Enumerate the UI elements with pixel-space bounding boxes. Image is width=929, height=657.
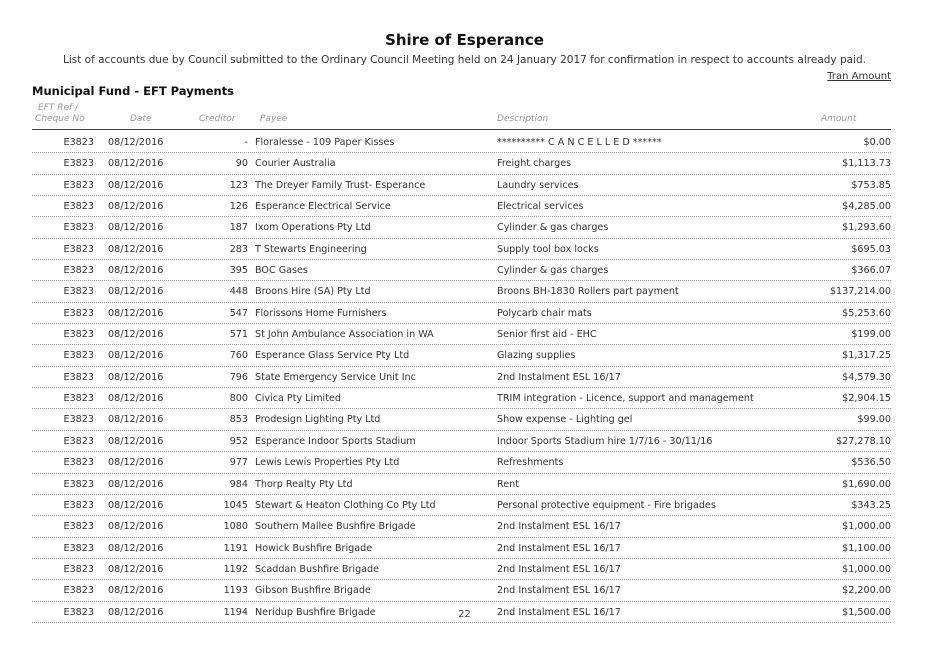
cell-payee: Floralesse - 109 Paper Kisses — [255, 137, 395, 148]
table-row — [32, 495, 891, 516]
cell-payee: Scaddan Bushfire Brigade — [255, 563, 380, 575]
cell-description: Refreshments — [497, 457, 564, 469]
cell-date: 08/12/2016 — [108, 585, 164, 597]
cell-eft-ref: E3823 — [63, 435, 94, 447]
cell-description: Cylinder & gas charges — [497, 222, 609, 234]
cell-date: 08/12/2016 — [108, 563, 164, 575]
cell-payee: Esperance Glass Service Pty Ltd — [255, 350, 410, 362]
table-row — [32, 409, 891, 430]
table-row — [32, 431, 891, 452]
cell-description: Rent — [497, 478, 519, 490]
header-date: Date — [130, 114, 152, 124]
cell-description: Cylinder & gas charges — [497, 265, 609, 277]
cell-eft-ref: E3823 — [63, 414, 94, 426]
cell-payee: T Stewarts Engineering — [255, 243, 367, 255]
cell-description: 2nd Instalment ESL 16/17 — [497, 585, 621, 597]
cell-payee: State Emergency Service Unit Inc — [255, 371, 416, 383]
cell-eft-ref: E3823 — [63, 350, 94, 362]
cell-description: 2nd Instalment ESL 16/17 — [497, 542, 621, 554]
cell-amount: $2,200.00 — [842, 585, 891, 597]
cell-eft-ref: E3823 — [63, 521, 94, 533]
cell-payee: St John Ambulance Association in WA — [255, 329, 434, 341]
cell-creditor: 90 — [235, 158, 248, 170]
cell-date: 08/12/2016 — [108, 179, 164, 191]
cell-description: 2nd Instalment ESL 16/17 — [497, 606, 621, 618]
cell-description: 2nd Instalment ESL 16/17 — [497, 371, 621, 383]
cell-date: 08/12/2016 — [108, 350, 164, 362]
cell-payee: Prodesign Lighting Pty Ltd — [255, 414, 381, 426]
cell-amount: $5,253.60 — [842, 307, 891, 319]
cell-amount: $1,317.25 — [842, 350, 891, 362]
cell-creditor: 952 — [229, 435, 248, 447]
cell-amount: $753.85 — [851, 179, 891, 191]
cell-date: 08/12/2016 — [108, 265, 164, 277]
cell-amount: $1,000.00 — [842, 521, 891, 533]
cell-eft-ref: E3823 — [63, 371, 94, 383]
cell-date: 08/12/2016 — [108, 414, 164, 426]
cell-payee: Ixom Operations Pty Ltd — [255, 222, 371, 234]
cell-creditor: 800 — [229, 393, 248, 405]
cell-creditor: 187 — [229, 222, 248, 234]
cell-payee: Lewis Lewis Properties Pty Ltd — [255, 457, 400, 469]
header-divider — [32, 129, 891, 130]
cell-amount: $1,500.00 — [842, 606, 891, 618]
cell-payee: Esperance Electrical Service — [255, 201, 391, 213]
cell-amount: $1,100.00 — [842, 542, 891, 554]
cell-creditor: 126 — [229, 201, 248, 213]
cell-amount: $1,000.00 — [842, 563, 891, 575]
cell-creditor: 547 — [229, 307, 248, 319]
cell-creditor: 1080 — [223, 521, 248, 533]
cell-description: 2nd Instalment ESL 16/17 — [497, 521, 621, 533]
cell-amount: $99.00 — [857, 414, 891, 426]
cell-creditor: 123 — [229, 179, 248, 191]
cell-amount: $536.50 — [851, 457, 891, 469]
cell-amount: $1,690.00 — [842, 478, 891, 490]
cell-eft-ref: E3823 — [63, 222, 94, 234]
cell-creditor: - — [244, 137, 248, 148]
table-row — [32, 452, 891, 473]
cell-eft-ref: E3823 — [63, 563, 94, 575]
cell-description: Glazing supplies — [497, 350, 576, 362]
cell-eft-ref: E3823 — [63, 478, 94, 490]
cell-amount: $2,904.15 — [842, 393, 891, 405]
cell-creditor: 760 — [229, 350, 248, 362]
header-creditor: Creditor — [199, 114, 236, 124]
cell-payee: Florissons Home Furnishers — [255, 307, 387, 319]
cell-description: Freight charges — [497, 158, 572, 170]
header-amount: Amount — [821, 114, 857, 124]
cell-amount: $343.25 — [851, 499, 891, 511]
cell-date: 08/12/2016 — [108, 521, 164, 533]
cell-eft-ref: E3823 — [63, 179, 94, 191]
cell-eft-ref: E3823 — [63, 265, 94, 277]
table-row — [32, 175, 891, 196]
table-row — [32, 239, 891, 260]
cell-creditor: 984 — [229, 478, 248, 490]
header-payee: Payee — [260, 114, 288, 124]
cell-description: TRIM integration - Licence, support and management — [497, 393, 754, 405]
cell-date: 08/12/2016 — [108, 137, 164, 148]
cell-description: 2nd Instalment ESL 16/17 — [497, 563, 621, 575]
cell-date: 08/12/2016 — [108, 201, 164, 213]
cell-eft-ref: E3823 — [63, 585, 94, 597]
cell-amount: $137,214.00 — [829, 286, 891, 298]
cell-date: 08/12/2016 — [108, 158, 164, 170]
cell-amount: $1,293.60 — [842, 222, 891, 234]
cell-amount: $27,278.10 — [836, 435, 891, 447]
cell-amount: $695.03 — [851, 243, 891, 255]
cell-eft-ref: E3823 — [63, 137, 94, 148]
table-row — [32, 345, 891, 366]
cell-eft-ref: E3823 — [63, 307, 94, 319]
table-row — [32, 538, 891, 559]
cell-creditor: 796 — [229, 371, 248, 383]
cell-payee: Broons Hire (SA) Pty Ltd — [255, 286, 371, 298]
header-description: Description — [497, 114, 549, 124]
table-row — [32, 132, 891, 153]
cell-payee: Courier Australia — [255, 158, 336, 170]
cell-description: Laundry services — [497, 179, 579, 191]
cell-description: Supply tool box locks — [497, 243, 599, 255]
header-ref-line1: EFT Ref / — [38, 103, 79, 113]
cell-eft-ref: E3823 — [63, 243, 94, 255]
page-number: 22 — [458, 609, 471, 620]
cell-eft-ref: E3823 — [63, 499, 94, 511]
cell-eft-ref: E3823 — [63, 457, 94, 469]
table-row — [32, 281, 891, 302]
cell-creditor: 571 — [229, 329, 248, 341]
cell-description: ********** C A N C E L L E D ****** — [497, 137, 662, 148]
cell-payee: Neridup Bushfire Brigade — [255, 606, 376, 618]
document-title: Shire of Esperance — [385, 31, 544, 49]
cell-amount: $0.00 — [863, 137, 891, 148]
cell-amount: $1,113.73 — [842, 158, 891, 170]
table-row — [32, 153, 891, 174]
table-row — [32, 559, 891, 580]
cell-date: 08/12/2016 — [108, 329, 164, 341]
table-row — [32, 260, 891, 281]
cell-eft-ref: E3823 — [63, 158, 94, 170]
cell-creditor: 1045 — [223, 499, 248, 511]
cell-date: 08/12/2016 — [108, 286, 164, 298]
table-row — [32, 367, 891, 388]
table-row — [32, 217, 891, 238]
cell-payee: Stewart & Heaton Clothing Co Pty Ltd — [255, 499, 436, 511]
cell-description: Senior first aid - EHC — [497, 329, 597, 341]
cell-date: 08/12/2016 — [108, 542, 164, 554]
cell-payee: Thorp Realty Pty Ltd — [255, 478, 353, 490]
cell-description: Polycarb chair mats — [497, 307, 592, 319]
cell-creditor: 977 — [229, 457, 248, 469]
cell-eft-ref: E3823 — [63, 329, 94, 341]
cell-eft-ref: E3823 — [63, 606, 94, 618]
cell-eft-ref: E3823 — [63, 393, 94, 405]
table-row — [32, 580, 891, 601]
cell-amount: $4,579.30 — [842, 371, 891, 383]
cell-date: 08/12/2016 — [108, 307, 164, 319]
cell-date: 08/12/2016 — [108, 243, 164, 255]
cell-date: 08/12/2016 — [108, 499, 164, 511]
cell-payee: BOC Gases — [255, 265, 308, 277]
payments-table — [32, 132, 891, 623]
cell-payee: Howick Bushfire Brigade — [255, 542, 373, 554]
cell-eft-ref: E3823 — [63, 286, 94, 298]
cell-amount: $199.00 — [851, 329, 891, 341]
cell-date: 08/12/2016 — [108, 478, 164, 490]
cell-amount: $366.07 — [851, 265, 891, 277]
cell-payee: Civica Pty Limited — [255, 393, 341, 405]
cell-date: 08/12/2016 — [108, 222, 164, 234]
cell-date: 08/12/2016 — [108, 435, 164, 447]
cell-creditor: 448 — [229, 286, 248, 298]
cell-description: Show expense - Lighting gel — [497, 414, 633, 426]
cell-eft-ref: E3823 — [63, 201, 94, 213]
tran-amount-label: Tran Amount — [827, 71, 891, 82]
table-row — [32, 324, 891, 345]
table-row — [32, 303, 891, 324]
cell-creditor: 1193 — [223, 585, 248, 597]
cell-creditor: 1192 — [223, 563, 248, 575]
cell-description: Personal protective equipment - Fire brigades — [497, 499, 716, 511]
cell-description: Electrical services — [497, 201, 584, 213]
cell-creditor: 1191 — [223, 542, 248, 554]
cell-description: Broons BH-1830 Rollers part payment — [497, 286, 679, 298]
cell-payee: Gibson Bushfire Brigade — [255, 585, 371, 597]
cell-creditor: 395 — [229, 265, 248, 277]
cell-date: 08/12/2016 — [108, 457, 164, 469]
cell-payee: The Dreyer Family Trust- Esperance — [255, 179, 426, 191]
cell-date: 08/12/2016 — [108, 393, 164, 405]
cell-creditor: 283 — [229, 243, 248, 255]
section-title: Municipal Fund - EFT Payments — [32, 84, 235, 98]
cell-payee: Esperance Indoor Sports Stadium — [255, 435, 416, 447]
document-subtitle: List of accounts due by Council submitted to the Ordinary Council Meeting held on 24 January 2017 for confirmation in respect to accounts already paid. — [62, 54, 867, 66]
table-row — [32, 474, 891, 495]
cell-amount: $4,285.00 — [842, 201, 891, 213]
table-row — [32, 196, 891, 217]
table-row — [32, 516, 891, 537]
table-row — [32, 388, 891, 409]
cell-payee: Southern Mallee Bushfire Brigade — [255, 521, 416, 533]
cell-eft-ref: E3823 — [63, 542, 94, 554]
cell-date: 08/12/2016 — [108, 371, 164, 383]
header-ref-line2: Cheque No — [35, 114, 85, 124]
cell-creditor: 853 — [229, 414, 248, 426]
cell-creditor: 1194 — [223, 606, 248, 618]
cell-description: Indoor Sports Stadium hire 1/7/16 - 30/11/16 — [497, 435, 713, 447]
cell-date: 08/12/2016 — [108, 606, 164, 618]
